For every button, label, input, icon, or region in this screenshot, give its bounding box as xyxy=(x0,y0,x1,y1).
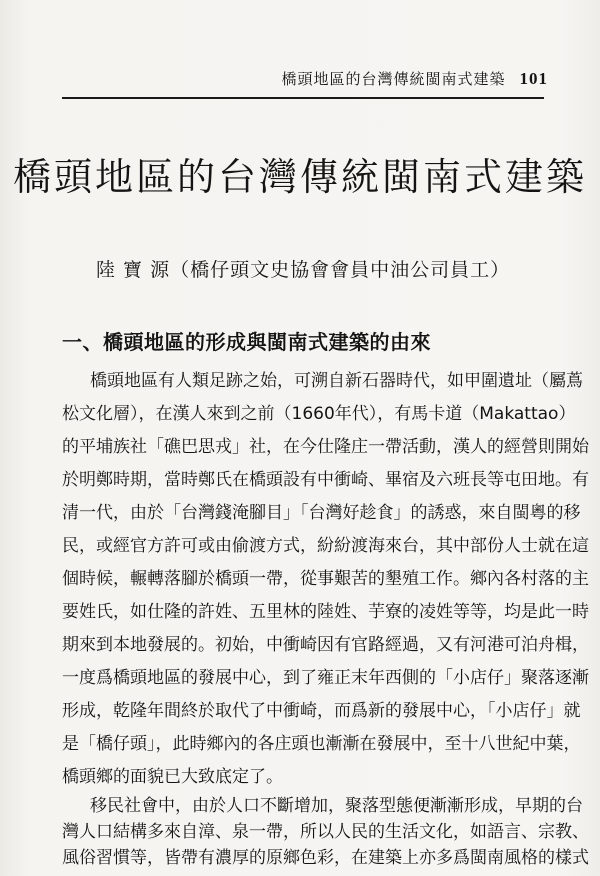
paragraph-1-line-5: 清一代，由於「台灣錢淹腳目」「台灣好趁食」的誘惑，來自閩粵的移 xyxy=(62,503,581,523)
paragraph-1-line-2: 松文化層），在漢人來到之前（1660年代），有馬卡道（Makattao） xyxy=(62,404,576,424)
paragraph-1-line-10: 一度爲橋頭地區的發展中心，到了雍正末年西側的「小店仔」聚落逐漸 xyxy=(62,668,589,688)
article-title: 橋頭地區的台灣傳統閩南式建築 xyxy=(12,155,587,199)
running-head-title: 橋頭地區的台灣傳統閩南式建築 xyxy=(281,70,506,88)
paragraph-1-line-1: 橋頭地區有人類足跡之始，可溯自新石器時代，如甲圍遺址（屬蔦 xyxy=(90,371,583,391)
paragraph-2-line-1: 移民社會中，由於人口不斷增加，聚落型態便漸漸形成，早期的台 xyxy=(90,796,583,816)
paragraph-1-line-11: 形成，乾隆年間終於取代了中衝崎，而爲新的發展中心，「小店仔」就 xyxy=(62,701,581,721)
paragraph-1-line-12: 是「橋仔頭」，此時鄉內的各庄頭也漸漸在發展中，至十八世紀中葉， xyxy=(62,734,581,754)
paragraph-2-line-2: 灣人口結構多來自漳、泉一帶，所以人民的生活文化，如語言、宗教、 xyxy=(62,822,589,842)
paragraph-2-line-3: 風俗習慣等，皆帶有濃厚的原鄉色彩，在建築上亦多爲閩南風格的樣式 xyxy=(62,848,589,868)
author-line: 陸 寶 源（橋仔頭文史協會會員中油公司員工） xyxy=(96,259,511,281)
paragraph-1-line-7: 個時候，輾轉落腳於橋頭一帶，從事艱苦的墾殖工作。鄉內各村落的主 xyxy=(62,569,589,589)
running-head xyxy=(281,68,548,89)
section-heading: 一、橋頭地區的形成與閩南式建築的由來 xyxy=(62,330,431,354)
paragraph-1-line-13: 橋頭鄉的面貌已大致底定了。 xyxy=(62,767,283,787)
paragraph-1-line-6: 民，或經官方許可或由偷渡方式，紛紛渡海來台，其中部份人士就在這 xyxy=(62,536,589,556)
paragraph-1-line-3: 的平埔族社「礁巴思戎」社，在今仕隆庄一帶活動，漢人的經營則開始 xyxy=(62,437,589,457)
paragraph-1-line-9: 期來到本地發展的。初始，中衝崎因有官路經過，又有河港可泊舟楫， xyxy=(62,635,589,655)
paragraph-1-line-4: 於明鄭時期，當時鄭氏在橋頭設有中衝崎、畢宿及六班長等屯田地。有 xyxy=(62,470,589,490)
page-number: 101 xyxy=(519,69,548,88)
header-rule xyxy=(62,97,544,99)
paragraph-1-line-8: 要姓氏，如仕隆的許姓、五里林的陸姓、芋寮的凌姓等等，均是此一時 xyxy=(62,602,589,622)
